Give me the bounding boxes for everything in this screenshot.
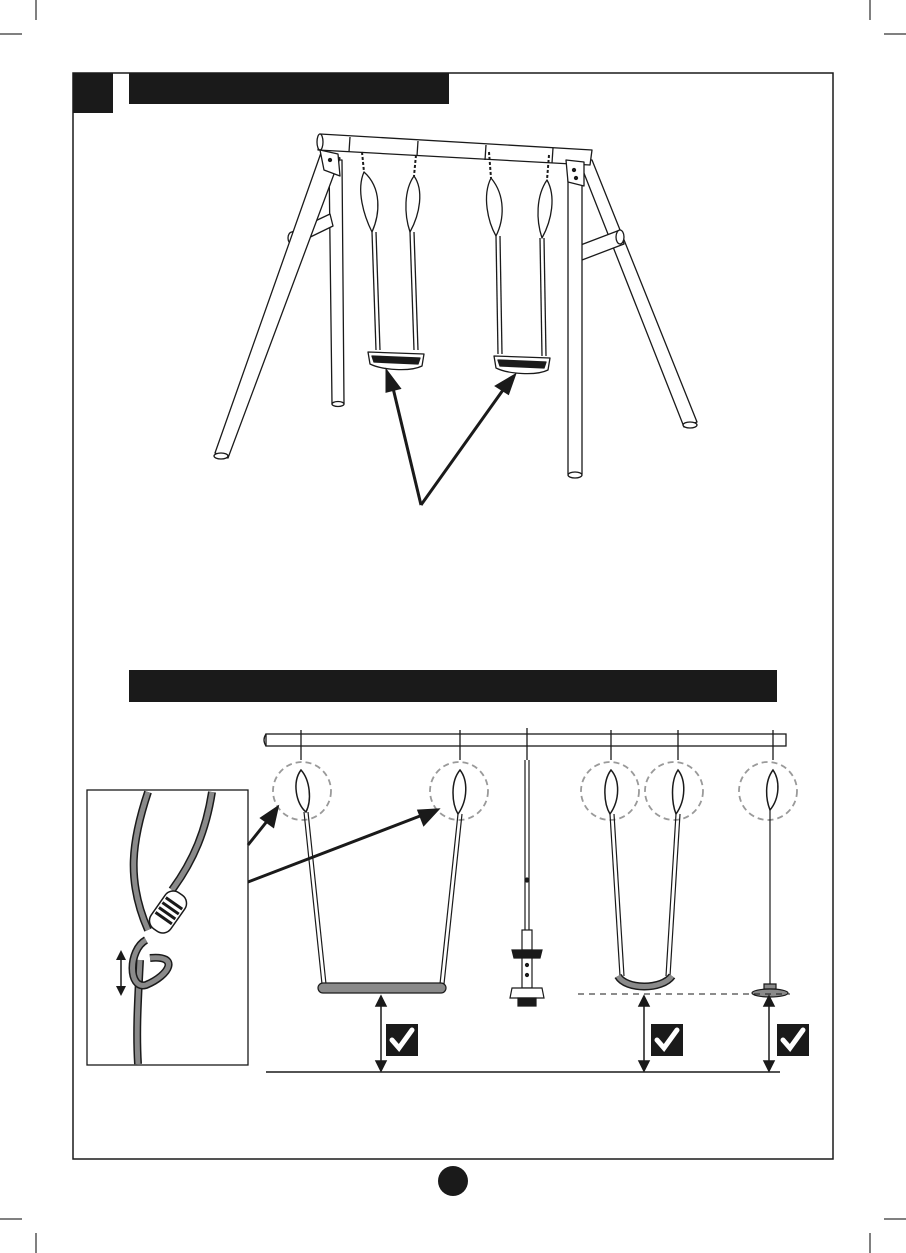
height-diagram [264, 728, 797, 1072]
callout-circles [273, 762, 797, 820]
swing-seat-left [361, 152, 424, 370]
diagram-beam [266, 734, 786, 746]
checkmark-icon [651, 1024, 683, 1056]
seat-pointer-arrows [387, 372, 514, 505]
section1-heading-bar [129, 73, 449, 104]
step-number-box [73, 73, 113, 113]
checkmark-icon [777, 1024, 809, 1056]
checkmark-icon [386, 1024, 418, 1056]
inset-pointer-arrows [248, 808, 437, 882]
swing-set-illustration [214, 134, 697, 478]
flat-seat [318, 983, 446, 993]
section2-heading-bar [129, 670, 777, 702]
rope-clip-detail-inset [87, 790, 248, 1065]
page-number-badge [438, 1166, 468, 1196]
height-arrows [376, 996, 774, 1071]
t-bar [510, 760, 544, 1006]
swing-seat-right [487, 152, 553, 374]
